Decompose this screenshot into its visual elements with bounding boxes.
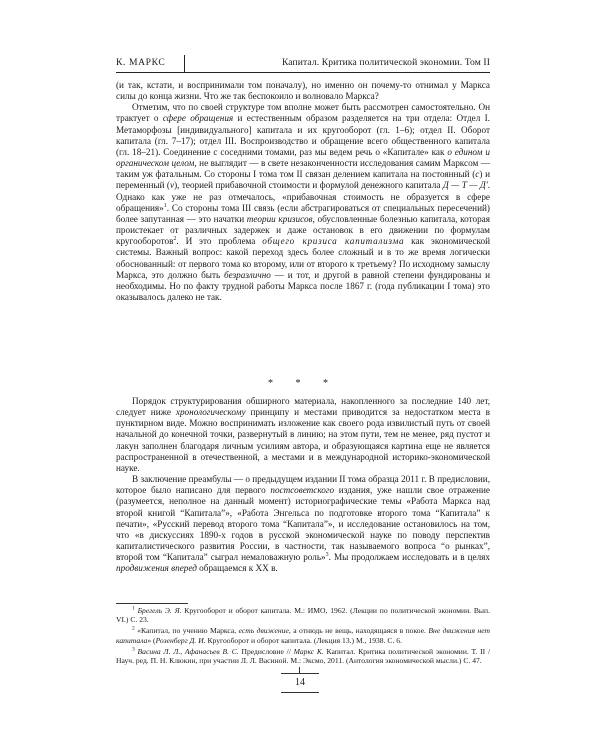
footnote-3: $^3$ Васина Л. Л., Афанасьев В. С. Предисловие // Маркс К. Капитал. Критика политической экономии. Т. II / Науч. ред. П. Н. Клюкин, при участии Л. Л. Васиной. М.: Эксмо, 2011. (Антология экономической мысли.) С. 47.: [116, 646, 490, 666]
footnote-1: $^1$ Брегель Э. Я. Кругооборот и оборот капитала. М.: ИМО, 1962. (Лекции по политической экономии. Вып. VI.) С. 23.: [116, 605, 490, 625]
footnote-ref-3[interactable]: 3: [325, 552, 329, 559]
footnote-rule: [116, 603, 188, 604]
paragraph-1: (и так, кстати, и воспринимали том поначалу), но именно он почему-то отнимал у Маркса силы до конца жизни. Что же так беспокоило и волновало Маркса?: [116, 80, 490, 102]
footnote-2: $^2$ «Капитал, по учению Маркса, есть движение, а отнюдь не вещь, находящаяся в покое. Вне движения нет капитала» (Розенберг Д. И. Кругооборот и оборот капитала. (Лекция 13.) М., 1938. С. 6.: [116, 625, 490, 645]
footnote-ref-1[interactable]: 1: [163, 202, 167, 209]
header-author: К. МАРКС: [116, 57, 166, 68]
page-number: 14: [281, 673, 319, 693]
paragraph-2: Отметим, что по своей структуре том вполне может быть рассмотрен самостоятельно. Он трактует о сфере обращения и естественным образом разделяется на три отдела: Отдел I. Метаморфозы [индивидуального] капитала и их кругооборот (гл. 1–6); отдел II. Оборот капитала (гл. 7–17); отдел III. Воспроизводство и обращение всего общественного капитала (гл. 18–21). Соединение с соседними томами, раз мы ведем речь о «Капитале» как о едином и органическом целом, не выглядит — в свете незаконченности исследования самим Марксом — таким уж фатальным. Со стороны I тома том II связан делением капитала на постоянный (c) и переменный (v), теорией прибавочной стоимости и формулой денежного капитала Д — Т — Д'. Однако как уже не раз отмечалось, «прибавочная стоимость не образуется в сфере обращения»$^1$. Со стороны тома III связь (если абстрагироваться от специальных пересечений) более запутанная — это начатки теории кризисов, обусловленные болезнью капитала, которая проистекает от различных задержек и даже остановок в его движении по формулам кругооборотов$^2$. И это проблема общего кризиса капитализма как экономической системы. Важный вопрос: какой переход здесь более сложный и в то же время логически обоснованный: от первого тома ко второму, или от второго к третьему? По исходному замыслу Маркса, это должно быть безразлично — и тот, и другой в равной степени фундированы и необходимы. Но по факту трудной работы Маркса после 1867 г. (года публикации I тома) это оказывалось далеко не так.: [116, 102, 491, 302]
paragraph-3: Порядок структурирования обширного материала, накопленного за последние 140 лет, следует ниже хронологическому принципу и местами приводится за недостатком места в пунктирном виде. Можно воспринимать изложение как своего рода извилистый путь от своей начальной до конечной точки, развернутый в линию; на этом пути, тем не менее, ряд пустот и лакун заполнен благодаря личным усилиям автора, и образующаяся картина еще не является распространенной в отечественной, а местами и в международной историко-экономической науке.: [116, 396, 490, 473]
main-text-section-2: [116, 396, 490, 575]
header-divider: [184, 55, 185, 73]
formula: Д — Т — Д': [442, 180, 488, 191]
footnotes: [116, 606, 490, 667]
footnote-ref-2[interactable]: 2: [173, 236, 177, 243]
header-rule: [116, 72, 490, 73]
main-text-section-1: [116, 80, 490, 303]
paragraph-4: В заключение преамбулы — о предыдущем издании II тома образца 2011 г. В предисловии, которое было написано для первого постсоветского издания, уже нашли свое отражение (разумеется, неполное на данный момент) историографические темы «Работа Маркса над второй книгой “Капитала”», «Работа Энгельса по подготовке второго тома “Капитала” к печати», «Русский перевод второго тома “Капитала”», и исследование остановилось на том, что «в дискуссиях 1890-х годов в русской экономической науке по поводу перспектив капиталистического развития России, в частности, так называемого вопроса “о рынках”, второй том “Капитала” сыграл немаловажную роль»$^3$. Мы продолжаем исследовать и в целях продвижения вперед обращаемся к XX в.: [116, 474, 490, 574]
section-separator: * * *: [268, 378, 338, 389]
header-title: Капитал. Критика политической экономии. Том II: [281, 57, 490, 68]
running-header: [116, 55, 490, 71]
